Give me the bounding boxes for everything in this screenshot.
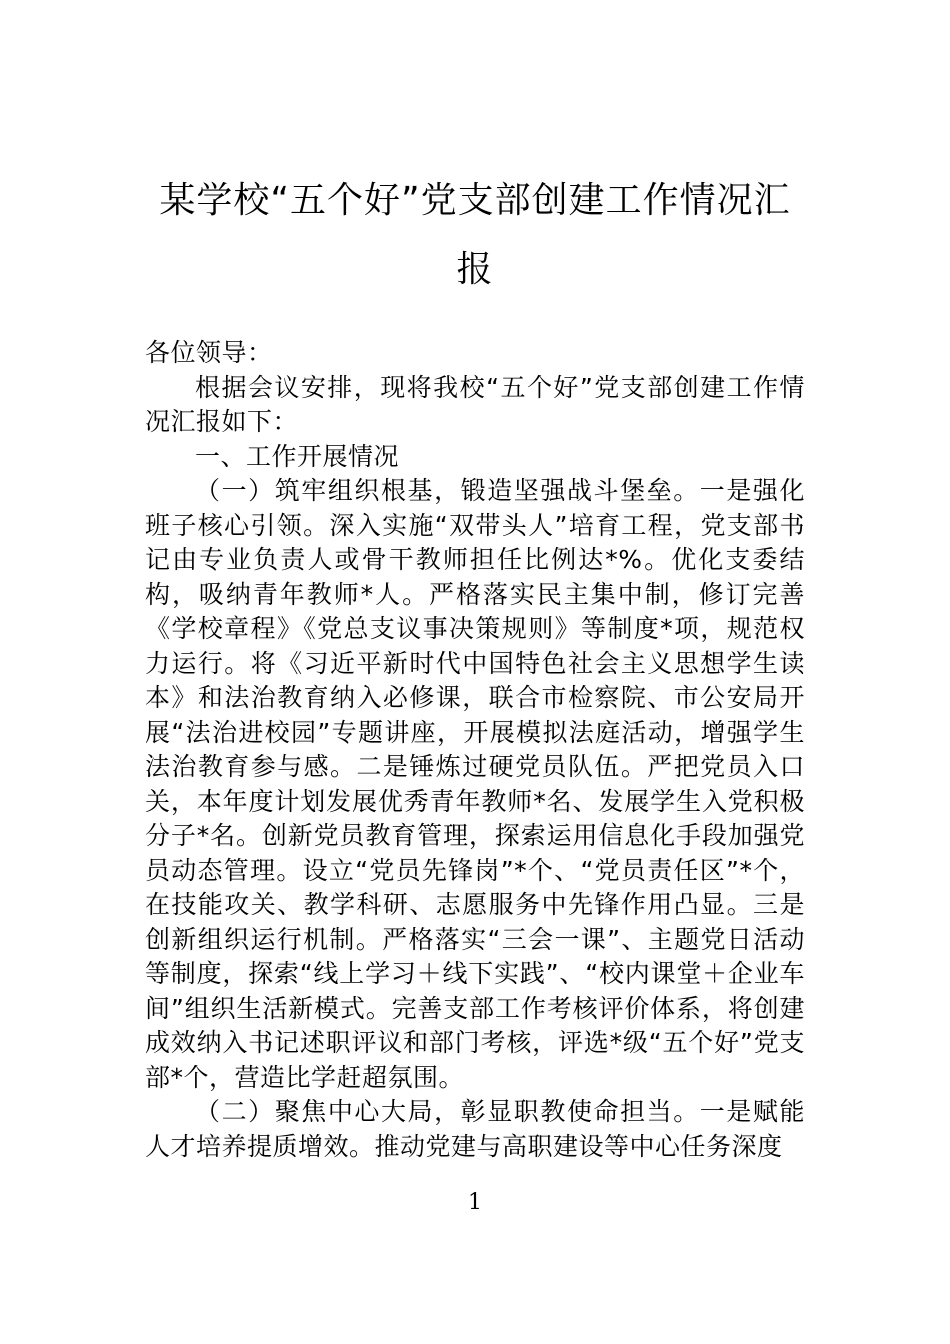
body-paragraph: （一）筑牢组织根基，锻造坚强战斗堡垒。一是强化班子核心引领。深入实施“双带头人”培育工程，党支部书记由专业负责人或骨干教师担任比例达*%。优化支委结构，吸纳青年教师*人。严格落实民主集中制，修订完善《学校章程》《党总支议事决策规则》等制度*项，规范权力运行。将《习近平新时代中国特色社会主义思想学生读本》和法治教育纳入必修课，联合市检察院、市公安局开展“法治进校园”专题讲座，开展模拟法庭活动，增强学生法治教育参与感。二是锤炼过硬党员队伍。严把党员入口关，本年度计划发展优秀青年教师*名、发展学生入党积极分子*名。创新党员教育管理，探索运用信息化手段加强党员动态管理。设立“党员先锋岗”*个、“党员责任区”*个，在技能攻关、教学科研、志愿服务中先锋作用凸显。三是创新组织运行机制。严格落实“三会一课”、主题党日活动等制度，探索“线上学习＋线下实践”、“校内课堂＋企业车间”组织生活新模式。完善支部工作考核评价体系，将创建成效纳入书记述职评议和部门考核，评选*级“五个好”党支部*个，营造比学赶超氛围。 [145,476,805,1092]
document-title: 某学校“五个好”党支部创建工作情况汇报 [159,180,791,290]
section-heading: 一、工作开展情况 [195,441,400,471]
page-number: 1 [468,1190,482,1215]
intro-paragraph: 根据会议安排，现将我校“五个好”党支部创建工作情况汇报如下： [145,372,805,436]
document-body [145,336,805,1164]
body-paragraph: （二）聚焦中心大局，彰显职教使命担当。一是赋能人才培养提质增效。推动党建与高职建设等中心任务深度 [145,1097,805,1161]
salutation: 各位领导： [145,338,273,367]
